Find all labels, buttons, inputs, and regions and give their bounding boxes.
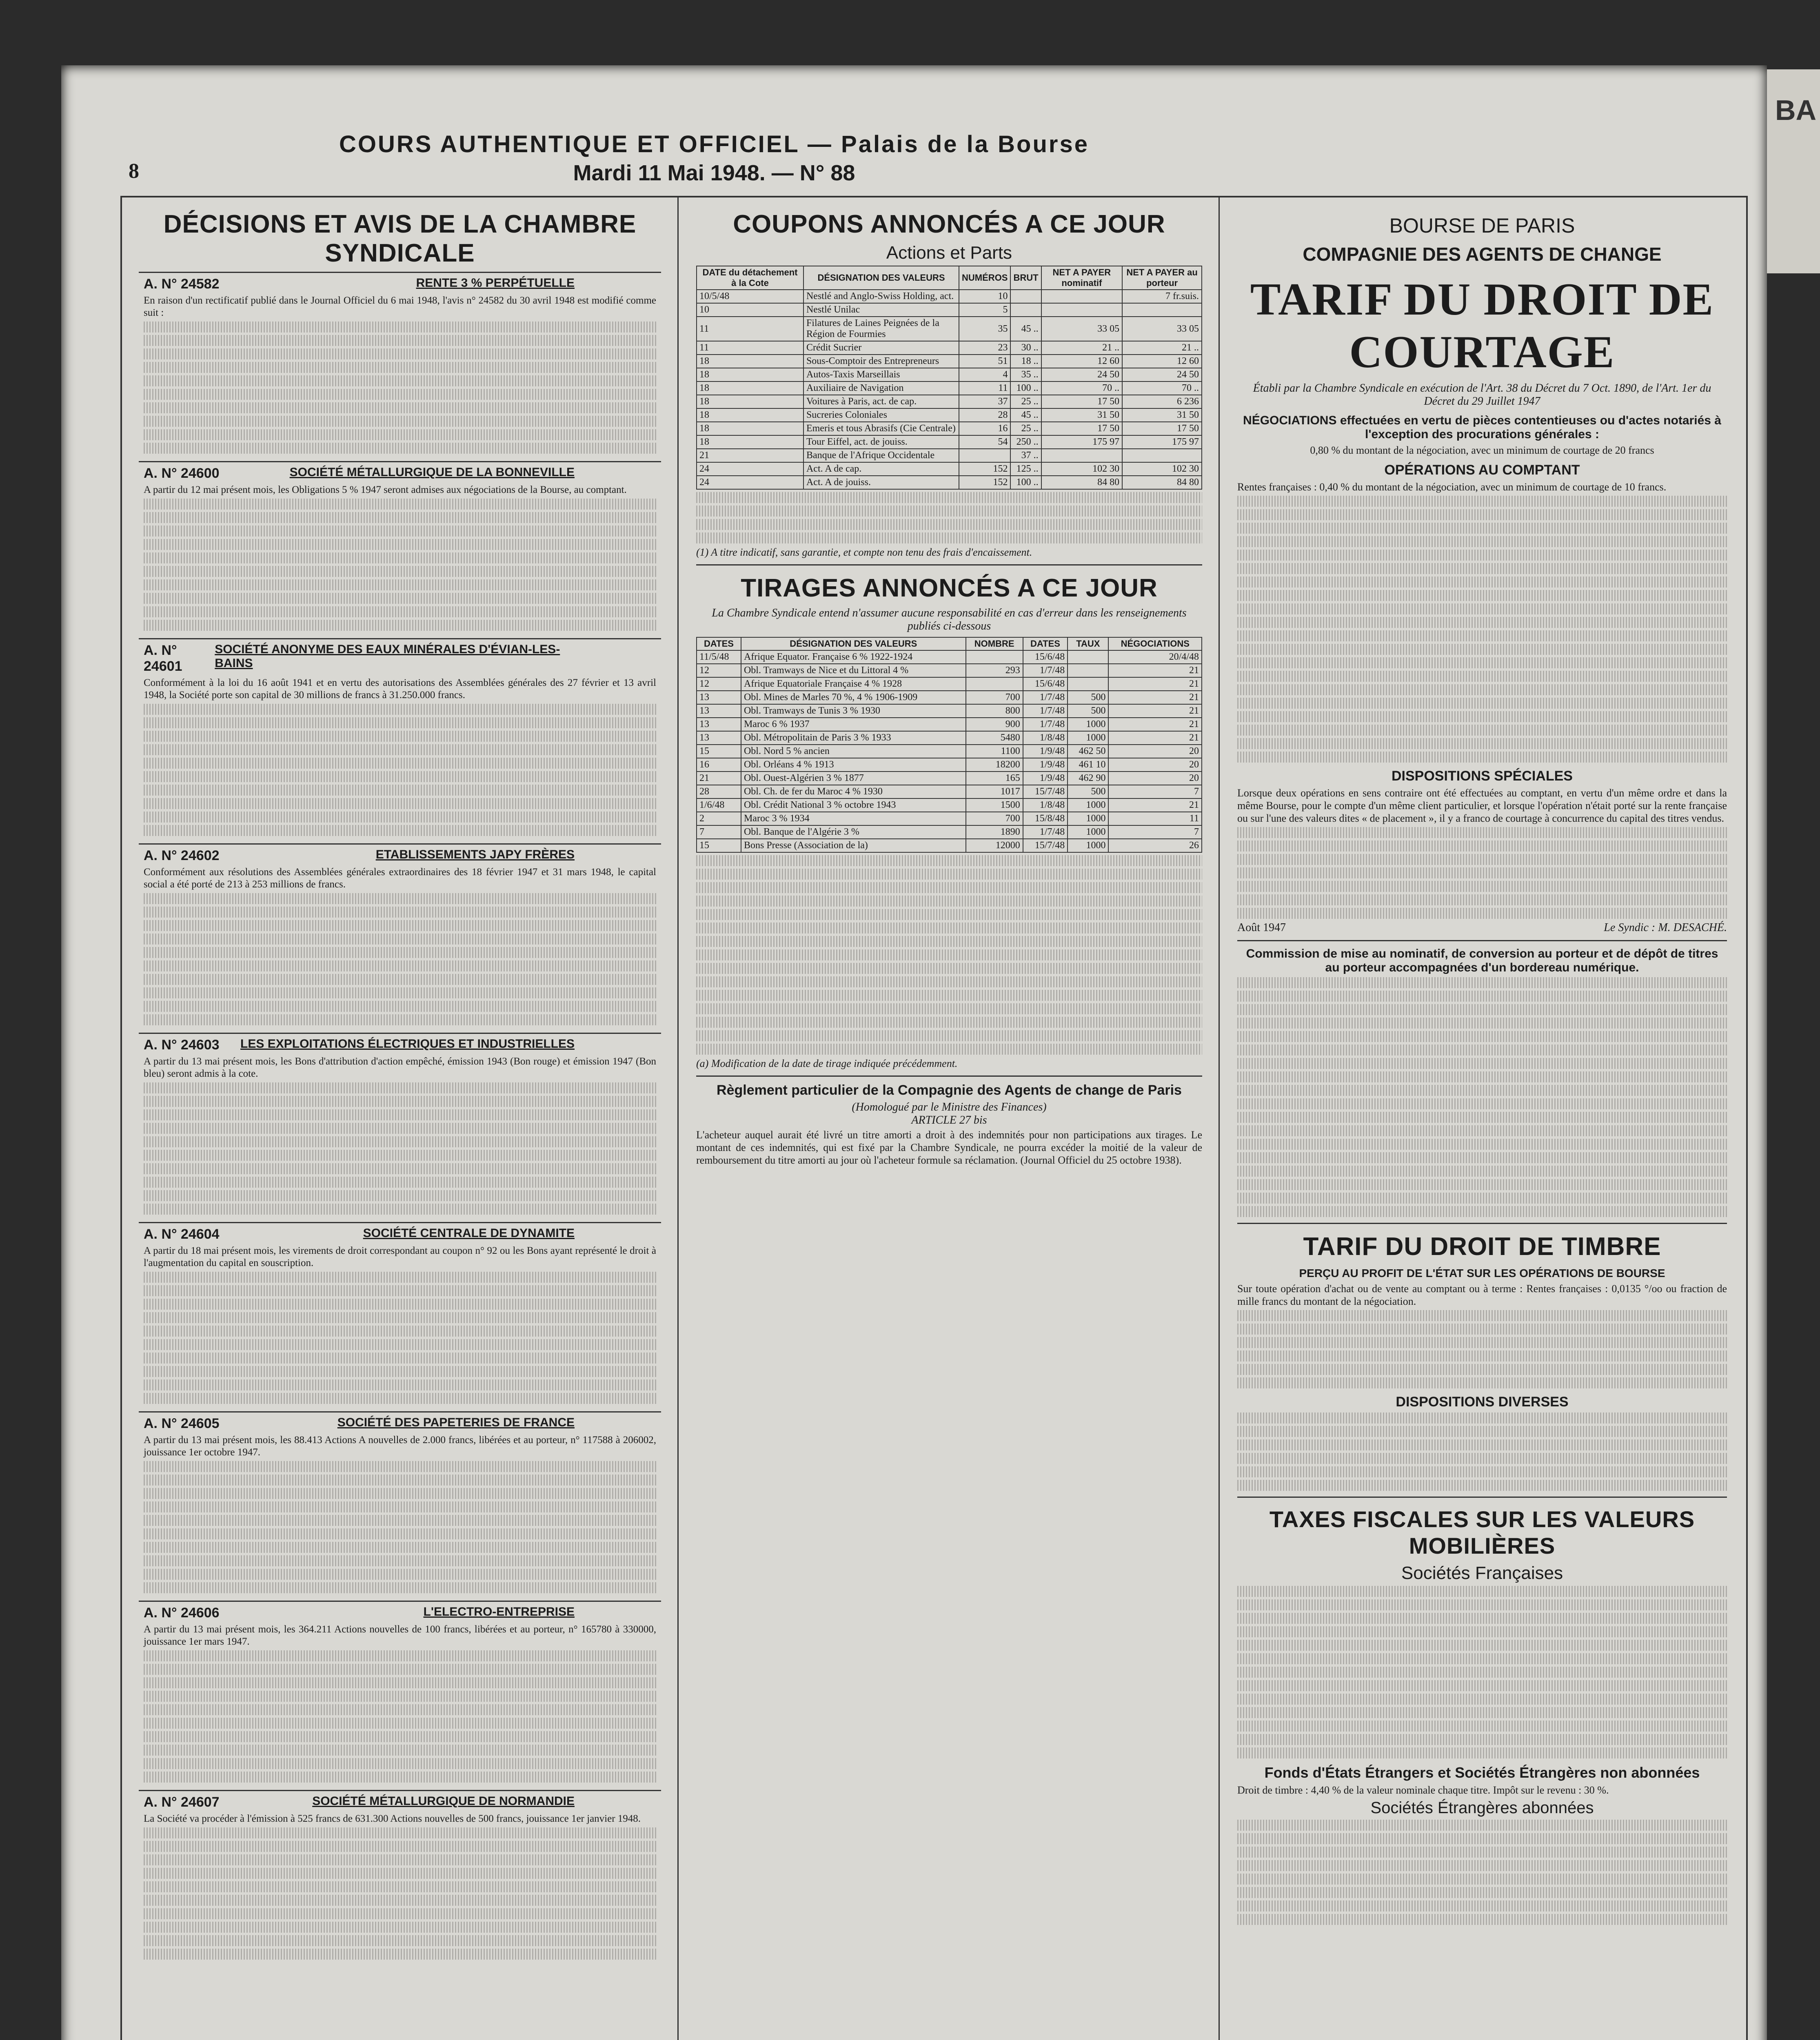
page-header <box>286 131 1143 186</box>
table-header: NOMBRE <box>966 637 1023 650</box>
table-cell: 33 05 <box>1041 317 1123 341</box>
table-cell: 11 <box>697 341 803 355</box>
table-cell: 18 <box>697 355 803 368</box>
table-cell: 15/6/48 <box>1023 650 1068 664</box>
table-cell: 18200 <box>966 758 1023 772</box>
table-cell <box>1041 449 1123 462</box>
notice-title: SOCIÉTÉ ANONYME DES EAUX MINÉRALES D'ÉVIAN-LES-BAINS <box>215 643 560 670</box>
table-cell: 16 <box>959 422 1010 435</box>
notice-number: A. N° 24604 <box>144 1226 220 1242</box>
table-cell: 900 <box>966 718 1023 731</box>
table-cell: 1000 <box>1068 731 1108 745</box>
table-header: DÉSIGNATION DES VALEURS <box>741 637 966 650</box>
table-header: NUMÉROS <box>959 266 1010 290</box>
table-cell: 21 <box>1108 798 1202 812</box>
tirages-title: TIRAGES ANNONCÉS A CE JOUR <box>741 574 1158 602</box>
table-cell: 175 97 <box>1041 435 1123 449</box>
notice-item <box>139 1601 661 1790</box>
tarif-courtage-title: TARIF DU DROIT DE COURTAGE <box>1250 274 1714 377</box>
notice-number: A. N° 24600 <box>144 466 220 481</box>
left-title: DÉCISIONS ET AVIS DE LA CHAMBRE SYNDICALE <box>163 210 637 267</box>
table-row <box>697 650 1202 664</box>
table-cell: 10 <box>697 303 803 317</box>
notice-number: A. N° 24605 <box>144 1416 220 1431</box>
right-column <box>1221 197 1743 2040</box>
table-cell: Obl. Crédit National 3 % octobre 1943 <box>741 798 966 812</box>
table-cell: 25 .. <box>1010 395 1041 408</box>
table-cell: 18 .. <box>1010 355 1041 368</box>
table-cell: 18 <box>697 395 803 408</box>
tirages-subtitle: La Chambre Syndicale entend n'assumer aucune responsabilité en cas d'erreur dans les renseignements publiés ci-dessous <box>712 607 1187 632</box>
notice-item <box>139 1033 661 1222</box>
francaises-title: Sociétés Françaises <box>1401 1563 1563 1583</box>
table-header: NET A PAYER nominatif <box>1041 266 1123 290</box>
table-cell: 20 <box>1108 772 1202 785</box>
table-cell: 1/9/48 <box>1023 745 1068 758</box>
notice-text: En raison d'un rectificatif publié dans le Journal Officiel du 6 mai 1948, l'avis n° 24582 du 30 avril 1948 est modifié comme suit : <box>144 295 656 318</box>
table-cell: 250 .. <box>1010 435 1041 449</box>
header-line1: COURS AUTHENTIQUE ET OFFICIEL — Palais de la Bourse <box>339 131 1089 157</box>
table-cell: 15 <box>697 839 741 852</box>
table-cell <box>959 449 1010 462</box>
table-row <box>697 798 1202 812</box>
table-row <box>697 758 1202 772</box>
table-row <box>697 317 1202 341</box>
fonds-text: Droit de timbre : 4,40 % de la valeur nominale chaque titre. Impôt sur le revenu : 30 %. <box>1237 1784 1609 1796</box>
table-cell <box>1068 664 1108 677</box>
notice-title: RENTE 3 % PERPÉTUELLE <box>416 276 575 290</box>
table-cell <box>1122 303 1202 317</box>
notice-item <box>139 1790 661 1967</box>
table-cell: Obl. Ch. de fer du Maroc 4 % 1930 <box>741 785 966 798</box>
table-cell: 1/6/48 <box>697 798 741 812</box>
notice-title: SOCIÉTÉ DES PAPETERIES DE FRANCE <box>337 1416 575 1429</box>
notice-number: A. N° 24602 <box>144 848 220 863</box>
table-cell: Nestlé and Anglo-Swiss Holding, act. <box>803 290 959 303</box>
table-header: BRUT <box>1010 266 1041 290</box>
table-cell: 37 .. <box>1010 449 1041 462</box>
notice-text: Conformément aux résolutions des Assemblées générales extraordinaires des 18 février 1947 et 31 mars 1948, le capital social a été porté de 213 à 253 millions de francs. <box>144 867 656 890</box>
table-cell: 102 30 <box>1041 462 1123 476</box>
table-cell: 23 <box>959 341 1010 355</box>
table-cell <box>966 677 1023 691</box>
table-row <box>697 745 1202 758</box>
date-text: Août 1947 <box>1237 921 1286 934</box>
table-cell: 7 <box>1108 825 1202 839</box>
table-cell: 17 50 <box>1041 395 1123 408</box>
table-row <box>697 303 1202 317</box>
table-cell: Tour Eiffel, act. de jouiss. <box>803 435 959 449</box>
coupons-footnote: (1) A titre indicatif, sans garantie, et compte non tenu des frais d'encaissement. <box>696 546 1032 558</box>
timbre-title: TARIF DU DROIT DE TIMBRE <box>1303 1233 1661 1261</box>
table-cell: 21 .. <box>1122 341 1202 355</box>
table-cell: Voitures à Paris, act. de cap. <box>803 395 959 408</box>
table-cell: 165 <box>966 772 1023 785</box>
table-cell: 24 <box>697 462 803 476</box>
notice-title: ETABLISSEMENTS JAPY FRÈRES <box>375 848 575 861</box>
table-cell: 18 <box>697 368 803 381</box>
table-cell: 102 30 <box>1122 462 1202 476</box>
table-row <box>697 355 1202 368</box>
commission-title: Commission de mise au nominatif, de conversion au porteur et de dépôt de titres au porteur accompagnées d'un bordereau numérique. <box>1246 947 1718 974</box>
table-header: DATES <box>697 637 741 650</box>
table-row <box>697 664 1202 677</box>
table-cell: 1/8/48 <box>1023 731 1068 745</box>
table-cell: 175 97 <box>1122 435 1202 449</box>
table-cell: 1100 <box>966 745 1023 758</box>
table-cell: 26 <box>1108 839 1202 852</box>
table-row <box>697 691 1202 704</box>
table-cell: 15 <box>697 745 741 758</box>
tirages-footnote: (a) Modification de la date de tirage indiquée précédemment. <box>696 1058 958 1069</box>
table-cell: 500 <box>1068 691 1108 704</box>
dispositions-title: DISPOSITIONS SPÉCIALES <box>1392 768 1573 784</box>
table-cell: 4 <box>959 368 1010 381</box>
fonds-title: Fonds d'États Étrangers et Sociétés Étrangères non abonnées <box>1264 1764 1700 1781</box>
table-row <box>697 462 1202 476</box>
table-cell: 15/6/48 <box>1023 677 1068 691</box>
table-cell: Sous-Comptoir des Entrepreneurs <box>803 355 959 368</box>
table-cell: 20 <box>1108 758 1202 772</box>
table-cell: 17 50 <box>1041 422 1123 435</box>
table-cell: Obl. Tramways de Tunis 3 % 1930 <box>741 704 966 718</box>
notice-title: SOCIÉTÉ MÉTALLURGIQUE DE LA BONNEVILLE <box>289 466 575 479</box>
table-cell: 1/8/48 <box>1023 798 1068 812</box>
table-cell: 13 <box>697 718 741 731</box>
tarif-note: Établi par la Chambre Syndicale en exécution de l'Art. 38 du Décret du 7 Oct. 1890, de l'Art. 1er du Décret du 29 Juillet 1947 <box>1253 382 1711 408</box>
table-cell: 152 <box>959 476 1010 489</box>
table-row <box>697 825 1202 839</box>
table-cell: 12 60 <box>1122 355 1202 368</box>
table-cell: 31 50 <box>1041 408 1123 422</box>
table-cell: Obl. Ouest-Algérien 3 % 1877 <box>741 772 966 785</box>
table-cell: 5480 <box>966 731 1023 745</box>
coupons-title: COUPONS ANNONCÉS A CE JOUR <box>733 210 1165 238</box>
reglement-text: L'acheteur auquel aurait été livré un titre amorti a droit à des indemnités pour non participations aux tirages. Le montant de ces indemnités, qui est fixé par la Chambre Syndicale, ne pourra excéder la moitié de la valeur de remboursement du titre amorti au jour où l'acheteur formule sa réclamation. (Journal Officiel du 25 octobre 1938). <box>696 1129 1202 1166</box>
notice-item <box>139 461 661 638</box>
notice-text: A partir du 12 mai présent mois, les Obligations 5 % 1947 seront admises aux négociations de la Bourse, au comptant. <box>144 484 627 495</box>
table-cell <box>966 650 1023 664</box>
page-number: 8 <box>129 160 139 183</box>
reglement-article: ARTICLE 27 bis <box>911 1114 987 1126</box>
table-row <box>697 290 1202 303</box>
table-cell: 700 <box>966 812 1023 825</box>
table-cell: Obl. Mines de Marles 70 %, 4 % 1906-1909 <box>741 691 966 704</box>
table-cell: 21 <box>1108 704 1202 718</box>
table-cell: Act. A de jouiss. <box>803 476 959 489</box>
table-cell: 15/7/48 <box>1023 839 1068 852</box>
table-cell: 2 <box>697 812 741 825</box>
table-cell: Obl. Orléans 4 % 1913 <box>741 758 966 772</box>
table-header: TAUX <box>1068 637 1108 650</box>
table-header: DATE du détachement à la Cote <box>697 266 803 290</box>
table-cell: 35 .. <box>1010 368 1041 381</box>
header-line2: Mardi 11 Mai 1948. — N° 88 <box>573 161 855 185</box>
table-header: DATES <box>1023 637 1068 650</box>
table-cell: 7 <box>697 825 741 839</box>
table-row <box>697 704 1202 718</box>
notice-text: La Société va procéder à l'émission à 525 francs de 631.300 Actions nouvelles de 500 francs, jouissance 1er janvier 1948. <box>144 1813 641 1824</box>
table-cell: 1/7/48 <box>1023 691 1068 704</box>
table-cell: 13 <box>697 731 741 745</box>
table-cell: Afrique Equatoriale Française 4 % 1928 <box>741 677 966 691</box>
table-cell: 21 <box>1108 664 1202 677</box>
table-cell: 21 <box>697 449 803 462</box>
table-cell <box>1010 290 1041 303</box>
table-cell: 21 <box>1108 691 1202 704</box>
table-cell <box>1010 303 1041 317</box>
table-cell: 25 .. <box>1010 422 1041 435</box>
table-cell: 293 <box>966 664 1023 677</box>
table-cell <box>1041 303 1123 317</box>
table-header: NET A PAYER au porteur <box>1122 266 1202 290</box>
table-cell: 6 236 <box>1122 395 1202 408</box>
table-cell: 11/5/48 <box>697 650 741 664</box>
table-row <box>697 395 1202 408</box>
table-cell: 1017 <box>966 785 1023 798</box>
table-cell: 12000 <box>966 839 1023 852</box>
table-cell: 125 .. <box>1010 462 1041 476</box>
table-row <box>697 677 1202 691</box>
middle-column <box>680 197 1220 2040</box>
table-row <box>697 476 1202 489</box>
table-cell: Emeris et tous Abrasifs (Cie Centrale) <box>803 422 959 435</box>
negociations-title: NÉGOCIATIONS effectuées en vertu de pièces contentieuses ou d'actes notariés à l'exception des procurations générales : <box>1243 414 1721 441</box>
table-cell: 1890 <box>966 825 1023 839</box>
table-cell: 45 .. <box>1010 408 1041 422</box>
table-cell: 15/7/48 <box>1023 785 1068 798</box>
table-row <box>697 839 1202 852</box>
notice-item <box>139 1411 661 1601</box>
timbre-text: Sur toute opération d'achat ou de vente au comptant ou à terme : Rentes françaises : 0,0135 °/oo ou fraction de mille francs du montant de la négociation. <box>1237 1283 1727 1307</box>
left-column <box>122 197 679 2040</box>
table-cell: 70 .. <box>1122 381 1202 395</box>
table-cell: 11 <box>1108 812 1202 825</box>
table-cell: Sucreries Coloniales <box>803 408 959 422</box>
table-row <box>697 812 1202 825</box>
table-cell: 152 <box>959 462 1010 476</box>
table-row <box>697 408 1202 422</box>
table-cell: 1/7/48 <box>1023 825 1068 839</box>
table-cell: Afrique Equator. Française 6 % 1922-1924 <box>741 650 966 664</box>
table-cell: 35 <box>959 317 1010 341</box>
table-cell: 17 50 <box>1122 422 1202 435</box>
table-cell: 37 <box>959 395 1010 408</box>
notices-list <box>139 272 661 1967</box>
notice-number: A. N° 24601 <box>144 643 182 674</box>
table-row <box>697 772 1202 785</box>
table-row <box>697 435 1202 449</box>
table-cell <box>1068 650 1108 664</box>
reglement-subtitle: (Homologué par le Ministre des Finances) <box>852 1101 1047 1113</box>
table-cell: 45 .. <box>1010 317 1041 341</box>
table-cell: 84 80 <box>1122 476 1202 489</box>
table-cell: 10/5/48 <box>697 290 803 303</box>
table-cell: Act. A de cap. <box>803 462 959 476</box>
table-cell <box>1041 290 1123 303</box>
table-cell: 100 .. <box>1010 476 1041 489</box>
edge-text: BA <box>1775 94 1817 126</box>
notice-item <box>139 272 661 461</box>
table-cell <box>1068 677 1108 691</box>
table-cell: 24 50 <box>1122 368 1202 381</box>
notice-text: A partir du 13 mai présent mois, les 88.413 Actions A nouvelles de 2.000 francs, libérées et au porteur, n° 117588 à 206002, jouissance 1er octobre 1947. <box>144 1435 656 1458</box>
notice-item <box>139 1222 661 1411</box>
table-cell: 18 <box>697 422 803 435</box>
table-cell: Obl. Nord 5 % ancien <box>741 745 966 758</box>
table-cell: 461 10 <box>1068 758 1108 772</box>
table-cell: 16 <box>697 758 741 772</box>
compagnie-title: COMPAGNIE DES AGENTS DE CHANGE <box>1303 244 1662 265</box>
table-cell: 5 <box>959 303 1010 317</box>
comptant-text: Rentes françaises : 0,40 % du montant de la négociation, avec un minimum de courtage de 10 francs. <box>1237 481 1667 493</box>
table-row <box>697 422 1202 435</box>
table-cell: 21 <box>1108 718 1202 731</box>
table-cell: Maroc 3 % 1934 <box>741 812 966 825</box>
table-cell: 1/7/48 <box>1023 704 1068 718</box>
taxes-title: TAXES FISCALES SUR LES VALEURS MOBILIÈRES <box>1269 1506 1695 1559</box>
table-header: DÉSIGNATION DES VALEURS <box>803 266 959 290</box>
coupons-subtitle: Actions et Parts <box>886 243 1012 263</box>
table-cell: 10 <box>959 290 1010 303</box>
table-cell: Obl. Métropolitain de Paris 3 % 1933 <box>741 731 966 745</box>
table-cell: Autos-Taxis Marseillais <box>803 368 959 381</box>
table-cell: 500 <box>1068 785 1108 798</box>
table-cell: 1/7/48 <box>1023 664 1068 677</box>
table-cell: 21 <box>1108 677 1202 691</box>
dispositions-text: Lorsque deux opérations en sens contraire ont été effectuées au comptant, en vertu d'un même ordre et dans la même Bourse, pour le compte d'un même client particulier, et lorsque l'opération n'était porté sur la rente française ou sur l'une des valeurs dites « de placement », il y a franco de courtage à concurrence du capital des titres vendus. <box>1237 787 1727 824</box>
notice-number: A. N° 24603 <box>144 1037 220 1053</box>
table-cell: 12 60 <box>1041 355 1123 368</box>
table-cell: 30 .. <box>1010 341 1041 355</box>
notice-text: A partir du 13 mai présent mois, les Bons d'attribution d'action empêché, émission 1943 (Bon rouge) et émission 1947 (Bon bleu) seront admis à la cote. <box>144 1056 656 1079</box>
negociations-text: 0,80 % du montant de la négociation, avec un minimum de courtage de 20 francs <box>1310 444 1654 456</box>
table-cell: 28 <box>959 408 1010 422</box>
table-cell: 18 <box>697 381 803 395</box>
table-cell <box>1122 449 1202 462</box>
table-cell: Auxiliaire de Navigation <box>803 381 959 395</box>
table-cell: 20 <box>1108 745 1202 758</box>
table-cell: 11 <box>697 317 803 341</box>
tirages-table <box>696 637 1202 853</box>
table-cell: 1000 <box>1068 825 1108 839</box>
table-row <box>697 341 1202 355</box>
table-cell: 1000 <box>1068 798 1108 812</box>
adjacent-page-edge <box>1767 69 1820 273</box>
table-cell: 1000 <box>1068 812 1108 825</box>
notice-item <box>139 638 661 843</box>
table-cell: 24 <box>697 476 803 489</box>
notice-title: SOCIÉTÉ MÉTALLURGIQUE DE NORMANDIE <box>312 1794 575 1808</box>
notice-title: LES EXPLOITATIONS ÉLECTRIQUES ET INDUSTRIELLES <box>240 1037 575 1051</box>
table-cell: 13 <box>697 704 741 718</box>
notice-text: A partir du 18 mai présent mois, les virements de droit correspondant au coupon n° 92 ou les Bons ayant représenté le droit à l'augmentation du capital en souscription. <box>144 1245 656 1268</box>
table-cell: Obl. Tramways de Nice et du Littoral 4 % <box>741 664 966 677</box>
notice-text: A partir du 13 mai présent mois, les 364.211 Actions nouvelles de 100 francs, libérées et au porteur, n° 165780 à 330000, jouissance 1er mars 1947. <box>144 1624 656 1647</box>
notice-title: SOCIÉTÉ CENTRALE DE DYNAMITE <box>363 1226 575 1240</box>
table-cell: 51 <box>959 355 1010 368</box>
table-cell: 1/7/48 <box>1023 718 1068 731</box>
diverses-title: DISPOSITIONS DIVERSES <box>1396 1394 1569 1410</box>
comptant-title: OPÉRATIONS AU COMPTANT <box>1384 462 1580 478</box>
table-cell: 15/8/48 <box>1023 812 1068 825</box>
bourse-title: BOURSE DE PARIS <box>1389 214 1575 237</box>
timbre-subtitle: PERÇU AU PROFIT DE L'ÉTAT SUR LES OPÉRATIONS DE BOURSE <box>1299 1267 1665 1279</box>
coupons-table <box>696 266 1202 490</box>
table-row <box>697 381 1202 395</box>
notice-number: A. N° 24606 <box>144 1605 220 1621</box>
table-cell: 1/9/48 <box>1023 772 1068 785</box>
table-cell: 31 50 <box>1122 408 1202 422</box>
table-cell: 100 .. <box>1010 381 1041 395</box>
table-cell: 800 <box>966 704 1023 718</box>
notice-title: L'ELECTRO-ENTREPRISE <box>423 1605 575 1619</box>
table-row <box>697 785 1202 798</box>
table-header: NÉGOCIATIONS <box>1108 637 1202 650</box>
table-cell: Banque de l'Afrique Occidentale <box>803 449 959 462</box>
table-cell: 54 <box>959 435 1010 449</box>
table-cell: Crédit Sucrier <box>803 341 959 355</box>
table-cell: 84 80 <box>1041 476 1123 489</box>
table-row <box>697 368 1202 381</box>
table-row <box>697 731 1202 745</box>
table-cell: 33 05 <box>1122 317 1202 341</box>
table-cell: 13 <box>697 691 741 704</box>
table-cell: 18 <box>697 435 803 449</box>
table-cell: 7 <box>1108 785 1202 798</box>
table-cell: 24 50 <box>1041 368 1123 381</box>
notice-number: A. N° 24582 <box>144 276 220 292</box>
table-cell: 70 .. <box>1041 381 1123 395</box>
table-cell: Maroc 6 % 1937 <box>741 718 966 731</box>
table-cell: 500 <box>1068 704 1108 718</box>
reglement-title: Règlement particulier de la Compagnie des Agents de change de Paris <box>717 1082 1182 1098</box>
table-row <box>697 718 1202 731</box>
table-cell: 12 <box>697 677 741 691</box>
table-cell: 462 50 <box>1068 745 1108 758</box>
syndic-text: Le Syndic : M. DESACHÉ. <box>1604 921 1727 934</box>
table-row <box>697 449 1202 462</box>
table-cell: 7 fr.suis. <box>1122 290 1202 303</box>
table-cell: 1500 <box>966 798 1023 812</box>
table-cell: 20/4/48 <box>1108 650 1202 664</box>
abonnees-title: Sociétés Étrangères abonnées <box>1370 1799 1594 1817</box>
table-cell: 21 .. <box>1041 341 1123 355</box>
notice-text: Conformément à la loi du 16 août 1941 et en vertu des autorisations des Assemblées générales des 27 février et 13 avril 1948, la Société porte son capital de 30 millions de francs à 31.250.000 francs. <box>144 677 656 701</box>
table-cell: Nestlé Unilac <box>803 303 959 317</box>
table-cell: 12 <box>697 664 741 677</box>
table-cell: 21 <box>697 772 741 785</box>
table-cell: 21 <box>1108 731 1202 745</box>
table-cell: 1000 <box>1068 718 1108 731</box>
table-cell: 11 <box>959 381 1010 395</box>
table-cell: 1000 <box>1068 839 1108 852</box>
table-cell: 700 <box>966 691 1023 704</box>
table-cell: 18 <box>697 408 803 422</box>
notice-item <box>139 843 661 1033</box>
table-cell: Filatures de Laines Peignées de la Région de Fourmies <box>803 317 959 341</box>
notice-number: A. N° 24607 <box>144 1794 220 1810</box>
table-cell: Bons Presse (Association de la) <box>741 839 966 852</box>
table-cell: Obl. Banque de l'Algérie 3 % <box>741 825 966 839</box>
table-cell: 28 <box>697 785 741 798</box>
table-cell: 1/9/48 <box>1023 758 1068 772</box>
table-cell: 462 90 <box>1068 772 1108 785</box>
